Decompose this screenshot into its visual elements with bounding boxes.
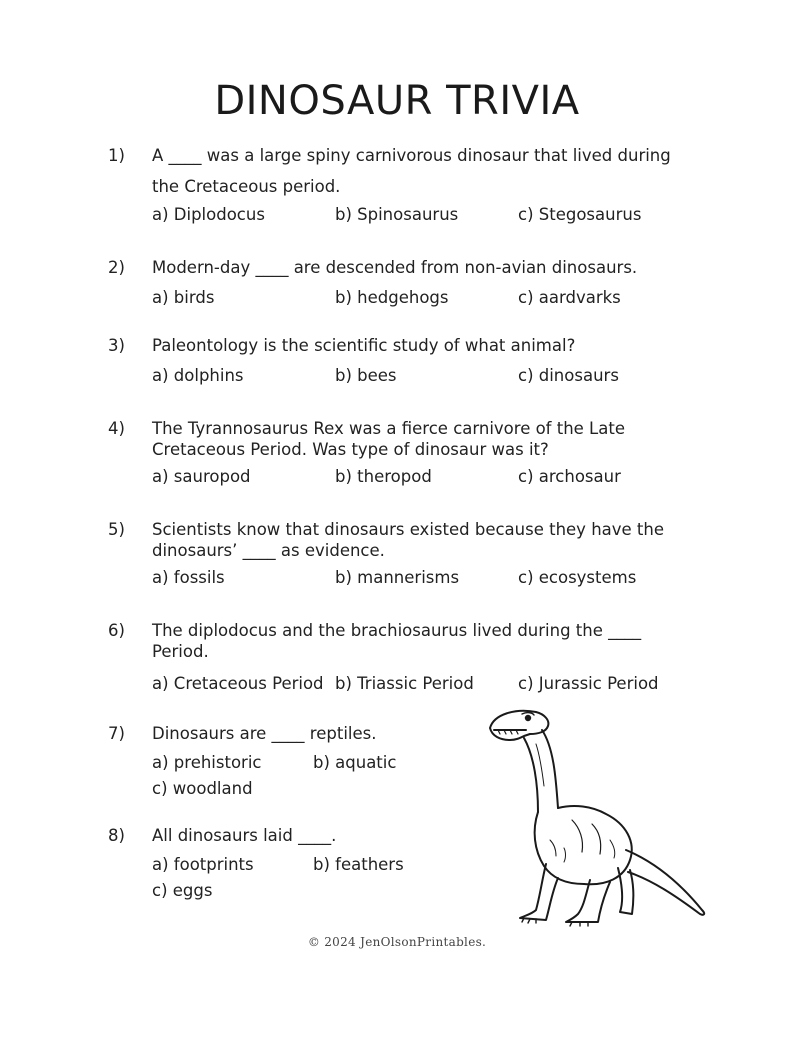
answer-option-b: b) bees	[335, 366, 397, 385]
question-number: 1)	[108, 146, 125, 165]
question-line: Cretaceous Period. Was type of dinosaur was it?	[152, 440, 549, 459]
question-number: 2)	[108, 258, 125, 277]
question-text	[152, 145, 692, 197]
answer-option-b: b) mannerisms	[335, 568, 460, 587]
question-number: 4)	[108, 419, 125, 438]
answer-option-c: c) woodland	[152, 779, 253, 798]
answer-option-a: a) prehistoric	[152, 753, 262, 772]
question-text	[152, 257, 692, 278]
answer-option-a: a) birds	[152, 288, 215, 307]
question-line: The Tyrannosaurus Rex was a fierce carnivore of the Late	[152, 419, 625, 438]
answer-option-c: c) ecosystems	[518, 568, 637, 587]
answer-option-b: b) hedgehogs	[335, 288, 449, 307]
question-number: 7)	[108, 724, 125, 743]
answer-option-b: b) Spinosaurus	[335, 205, 459, 224]
answer-option-b: b) feathers	[313, 855, 404, 874]
question-line: Modern-day ____ are descended from non-avian dinosaurs.	[152, 258, 638, 277]
question-number: 6)	[108, 621, 125, 640]
answer-option-c: c) archosaur	[518, 467, 621, 486]
copyright-footer: © 2024 JenOlsonPrintables.	[307, 935, 487, 949]
answer-option-a: a) sauropod	[152, 467, 251, 486]
question-text	[152, 418, 692, 460]
dinosaur-icon	[480, 700, 730, 930]
question-text	[152, 335, 692, 356]
question-line: Scientists know that dinosaurs existed because they have the	[152, 520, 664, 539]
answer-option-c: c) dinosaurs	[518, 366, 619, 385]
question-number: 5)	[108, 520, 125, 539]
answer-option-a: a) footprints	[152, 855, 254, 874]
question-number: 8)	[108, 826, 125, 845]
answer-option-a: a) dolphins	[152, 366, 244, 385]
answer-option-a: a) fossils	[152, 568, 225, 587]
question-line: A ____ was a large spiny carnivorous dinosaur that lived during	[152, 146, 671, 165]
answer-option-c: c) Jurassic Period	[518, 674, 659, 693]
question-text	[152, 519, 692, 561]
question-line: the Cretaceous period.	[152, 177, 341, 196]
question-line: Paleontology is the scientific study of what animal?	[152, 336, 576, 355]
question-line: The diplodocus and the brachiosaurus lived during the ____	[152, 621, 642, 640]
answer-option-b: b) theropod	[335, 467, 432, 486]
answer-option-c: c) aardvarks	[518, 288, 621, 307]
question-line: Dinosaurs are ____ reptiles.	[152, 724, 377, 743]
answer-option-a: a) Diplodocus	[152, 205, 265, 224]
worksheet-title: DINOSAUR TRIVIA	[214, 78, 580, 124]
question-number: 3)	[108, 336, 125, 355]
question-text	[152, 620, 692, 662]
question-line: Period.	[152, 642, 209, 661]
answer-option-c: c) Stegosaurus	[518, 205, 642, 224]
answer-option-b: b) aquatic	[313, 753, 397, 772]
question-line: dinosaurs’ ____ as evidence.	[152, 541, 385, 560]
answer-option-b: b) Triassic Period	[335, 674, 474, 693]
answer-option-c: c) eggs	[152, 881, 213, 900]
question-line: All dinosaurs laid ____.	[152, 826, 337, 845]
answer-option-a: a) Cretaceous Period	[152, 674, 324, 693]
